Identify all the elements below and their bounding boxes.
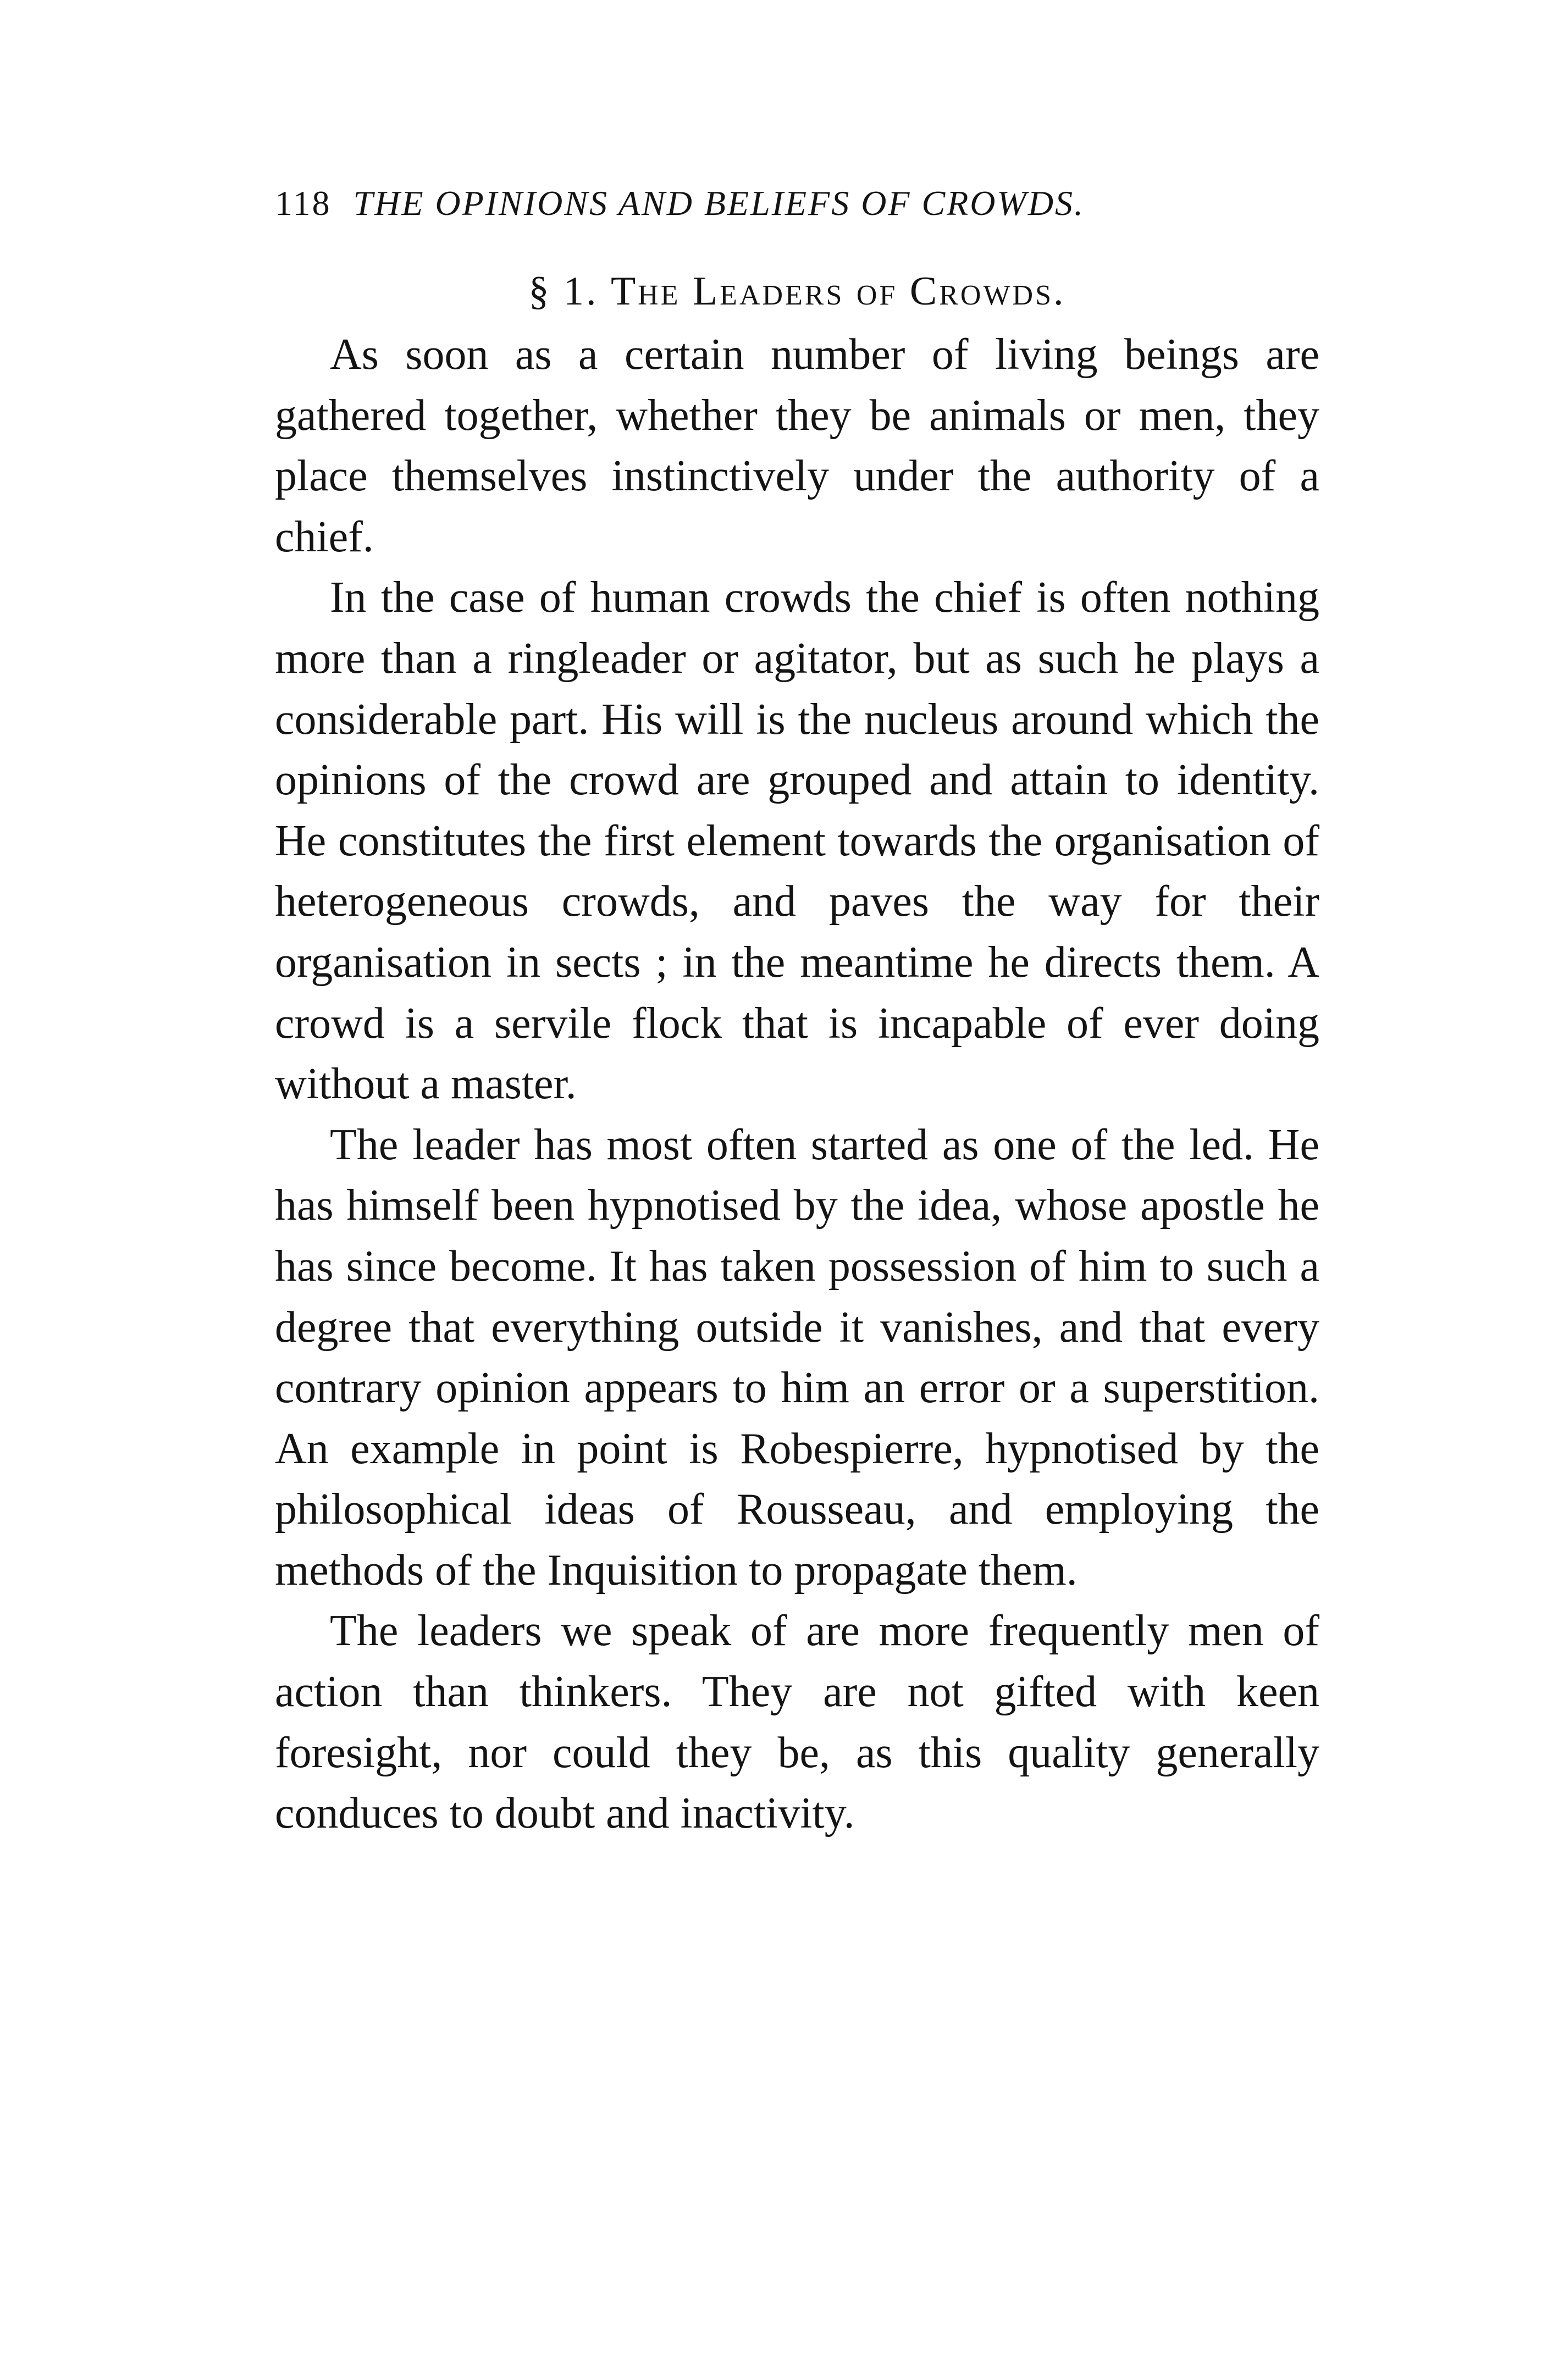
paragraph-4: The leaders we speak of are more frequently men of action than thinkers. They are not gifted with keen foresight, nor could they be, as this quality generally conduces to doubt and inactivity. [275,1607,1319,1838]
section-mark: § 1. [528,269,599,314]
paragraph-3: The leader has most often started as one of the led. He has himself been hypnotised by the idea, whose apostle he has since become. It has taken possession of him to such a degree that everything outside it vanishes, and that every contrary opinion appears to him an error or a superstition. An example in point is Robespierre, hypnotised by the philosophical ideas of Rousseau, and employing the methods of the Inquisition to propagate them. [275,1120,1319,1595]
section-title: The Leaders of Crowds. [610,269,1066,314]
paragraph-1: As soon as a certain number of living beings are gathered together, whether they be animals or men, they place themselves instinctively under the authority of a chief. [275,330,1319,561]
section-heading [275,264,1319,319]
page-number: 118 [275,184,332,223]
running-head [275,181,1319,225]
body-text [275,324,1319,1844]
running-title: THE OPINIONS AND BELIEFS OF CROWDS. [353,184,1085,223]
book-page [275,181,1319,1844]
paragraph-2: In the case of human crowds the chief is often nothing more than a ringleader or agitator, but as such he plays a considerable part. His will is the nucleus around which the opinions of the crowd are grouped and attain to identity. He constitutes the first element towards the organisation of heterogeneous crowds, and paves the way for their organisation in sects ; in the meantime he directs them. A crowd is a servile flock that is incapable of ever doing without a master. [275,573,1319,1109]
